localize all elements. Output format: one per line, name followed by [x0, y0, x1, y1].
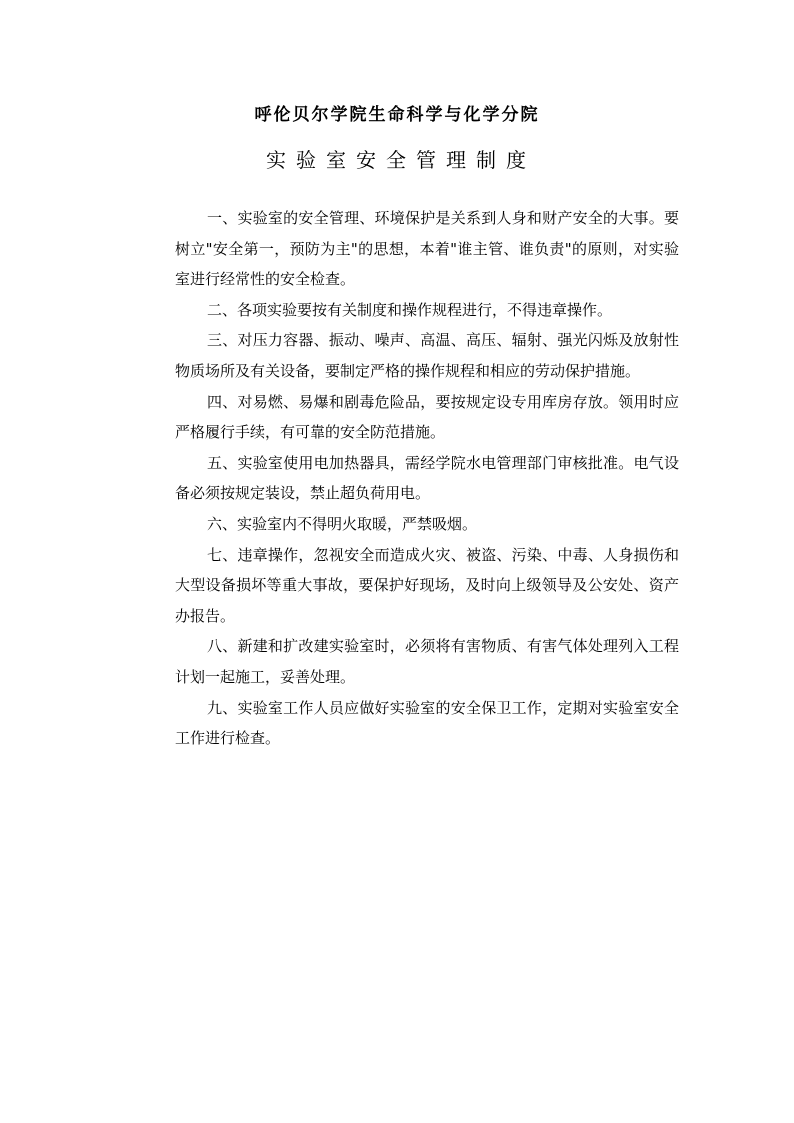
regulation-item-4: 四、对易燃、易爆和剧毒危险品，要按规定设专用库房存放。领用时应严格履行手续，有可靠的安全防范措施。 [175, 392, 679, 442]
regulation-item-5: 五、实验室使用电加热器具，需经学院水电管理部门审核批准。电气设备必须按规定装设，禁止超负荷用电。 [175, 453, 679, 503]
page-title: 实验室安全管理制度 [266, 148, 536, 172]
regulation-item-2: 二、各项实验要按有关制度和操作规程进行，不得违章操作。 [207, 300, 613, 319]
regulation-item-9: 九、实验室工作人员应做好实验室的安全保卫工作，定期对实验室安全工作进行检查。 [175, 698, 679, 748]
regulation-item-6: 六、实验室内不得明火取暖，严禁吸烟。 [207, 514, 478, 533]
regulation-item-3: 三、对压力容器、振动、噪声、高温、高压、辐射、强光闪烁及放射性物质场所及有关设备，要制定严格的操作规程和相应的劳动保护措施。 [175, 331, 679, 380]
regulation-item-1: 一、实验室的安全管理、环境保护是关系到人身和财产安全的大事。要树立"安全第一，预防为主"的思想，本着"谁主管、谁负责"的原则，对实验室进行经常性的安全检查。 [175, 209, 679, 289]
regulation-body [175, 203, 679, 754]
regulation-item-8: 八、新建和扩改建实验室时，必须将有害物质、有害气体处理列入工程计划一起施工，妥善处理。 [175, 637, 679, 686]
regulation-item-7: 七、违章操作，忽视安全而造成火灾、被盗、污染、中毒、人身损伤和大型设备损坏等重大事故，要保护好现场，及时向上级领导及公安处、资产办报告。 [175, 545, 679, 625]
institution-subtitle: 呼伦贝尔学院生命科学与化学分院 [254, 105, 540, 125]
